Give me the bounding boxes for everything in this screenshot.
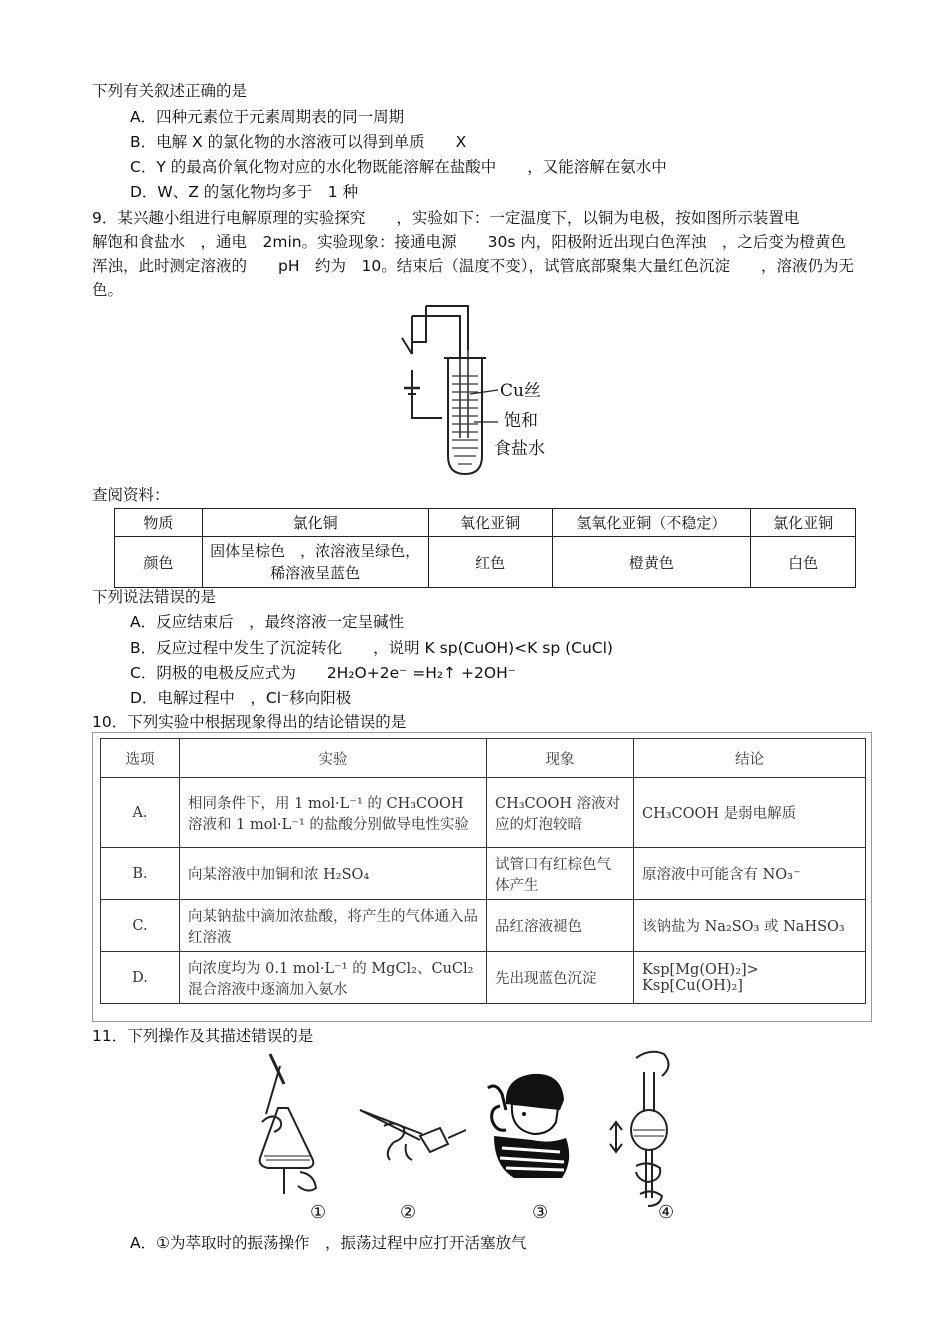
figure-label-2: ②: [400, 1202, 417, 1223]
q8-option-c: C．Y 的最高价氧化物对应的水化物既能溶解在盐酸中 ，又能溶解在氨水中: [130, 158, 667, 176]
table-header-cell: 物质: [115, 509, 203, 537]
test-tube-heating-icon: [360, 1110, 466, 1160]
conclusion-cell: 该钠盐为 Na₂SO₃ 或 NaHSO₃: [634, 900, 866, 952]
table-header-cell: 选项: [101, 739, 180, 778]
table-cell: 红色: [428, 537, 552, 588]
option-cell: C.: [101, 900, 180, 952]
electrolysis-apparatus-figure: [390, 298, 590, 480]
q8-option-d: D．W、Z 的氢化物均多于 1 种: [130, 183, 359, 201]
q8-prompt: 下列有关叙述正确的是: [92, 82, 248, 100]
table-header-cell: 氯化亚铜: [751, 509, 856, 537]
experiment-cell: 向某溶液中加铜和浓 H₂SO₄: [180, 848, 487, 900]
table-cell: 白色: [751, 537, 856, 588]
q9-prompt: 下列说法错误的是: [92, 588, 217, 606]
observation-cell: 品红溶液褪色: [487, 900, 634, 952]
table-row: [115, 509, 856, 537]
child-smelling-icon: [488, 1074, 569, 1178]
table-row: [101, 739, 866, 778]
table-header-cell: 氯化铜: [202, 509, 428, 537]
q9-stem-line-3: 浑浊，此时测定溶液的 pH 约为 10。结束后（温度不变），试管底部聚集大量红色沉淀 ，溶液仍为无: [92, 257, 854, 275]
table-row: [101, 952, 866, 1004]
figure-label-brine: 食盐水: [494, 439, 545, 459]
q8-option-a: A．四种元素位于元素周期表的同一周期: [130, 108, 405, 126]
figure-label-cu-wire: Cu丝: [500, 381, 541, 401]
reference-table: [114, 508, 856, 588]
table-row: [115, 537, 856, 588]
observation-cell: 试管口有红棕色气体产生: [487, 848, 634, 900]
figure-label-saturated: 饱和: [504, 411, 538, 431]
q8-option-b: B．电解 X 的氯化物的水溶液可以得到单质 X: [130, 133, 467, 151]
q11-prompt: 11．下列操作及其描述错误的是: [92, 1027, 314, 1045]
separatory-funnel-shaking-icon: [260, 1054, 316, 1194]
experiment-table: [100, 738, 866, 1004]
q9-option-d: D．电解过程中 ，Cl⁻移向阳极: [130, 689, 352, 707]
q9-option-c: C．阴极的电极反应式为 2H₂O+2e⁻ =H₂↑ +2OH⁻: [130, 664, 516, 682]
conclusion-cell: CH₃COOH 是弱电解质: [634, 778, 866, 848]
conclusion-cell: 原溶液中可能含有 NO₃⁻: [634, 848, 866, 900]
q9-stem-line-1: 9．某兴趣小组进行电解原理的实验探究 ，实验如下：一定温度下，以铜为电极，按如图所示装置电: [92, 209, 800, 227]
table-row-label: 颜色: [115, 537, 203, 588]
volumetric-pipette-icon: [610, 1052, 669, 1206]
table-row: [101, 900, 866, 952]
experiment-cell: 向浓度均为 0.1 mol·L⁻¹ 的 MgCl₂、CuCl₂ 混合溶液中逐滴加入氨水: [180, 952, 487, 1004]
q11-option-a: A．①为萃取时的振荡操作 ，振荡过程中应打开活塞放气: [130, 1234, 527, 1252]
table-cell: 橙黄色: [552, 537, 751, 588]
q9-option-a: A．反应结束后 ，最终溶液一定呈碱性: [130, 613, 405, 631]
observation-cell: CH₃COOH 溶液对应的灯泡较暗: [487, 778, 634, 848]
conclusion-cell: Ksp[Mg(OH)₂]> Ksp[Cu(OH)₂]: [634, 952, 866, 1004]
table-header-cell: 现象: [487, 739, 634, 778]
observation-cell: 先出现蓝色沉淀: [487, 952, 634, 1004]
table-cell: 固体呈棕色 ，浓溶液呈绿色，稀溶液呈蓝色: [202, 537, 428, 588]
option-cell: D.: [101, 952, 180, 1004]
table-row: [101, 848, 866, 900]
option-cell: A.: [101, 778, 180, 848]
experiment-cell: 相同条件下，用 1 mol·L⁻¹ 的 CH₃COOH 溶液和 1 mol·L⁻¹ 的盐酸分别做导电性实验: [180, 778, 487, 848]
figure-label-3: ③: [532, 1202, 549, 1223]
q9-stem-line-4: 色。: [92, 281, 124, 299]
q9-stem-line-2: 解饱和食盐水 ，通电 2min。实验现象：接通电源 30s 内，阳极附近出现白色浑浊 ，之后变为橙黄色: [92, 233, 846, 251]
lab-operations-figure: [244, 1048, 704, 1228]
option-cell: B.: [101, 848, 180, 900]
reference-title: 查阅资料：: [92, 486, 170, 504]
figure-label-4: ④: [658, 1202, 675, 1223]
q9-option-b: B．反应过程中发生了沉淀转化 ，说明 K sp(CuOH)<K sp (CuCl): [130, 639, 613, 657]
experiment-cell: 向某钠盐中滴加浓盐酸，将产生的气体通入品红溶液: [180, 900, 487, 952]
figure-label-1: ①: [310, 1202, 327, 1223]
table-header-cell: 结论: [634, 739, 866, 778]
table-header-cell: 实验: [180, 739, 487, 778]
table-header-cell: 氧化亚铜: [428, 509, 552, 537]
q10-prompt: 10．下列实验中根据现象得出的结论错误的是: [92, 713, 407, 731]
table-header-cell: 氢氧化亚铜（不稳定）: [552, 509, 751, 537]
table-row: [101, 778, 866, 848]
